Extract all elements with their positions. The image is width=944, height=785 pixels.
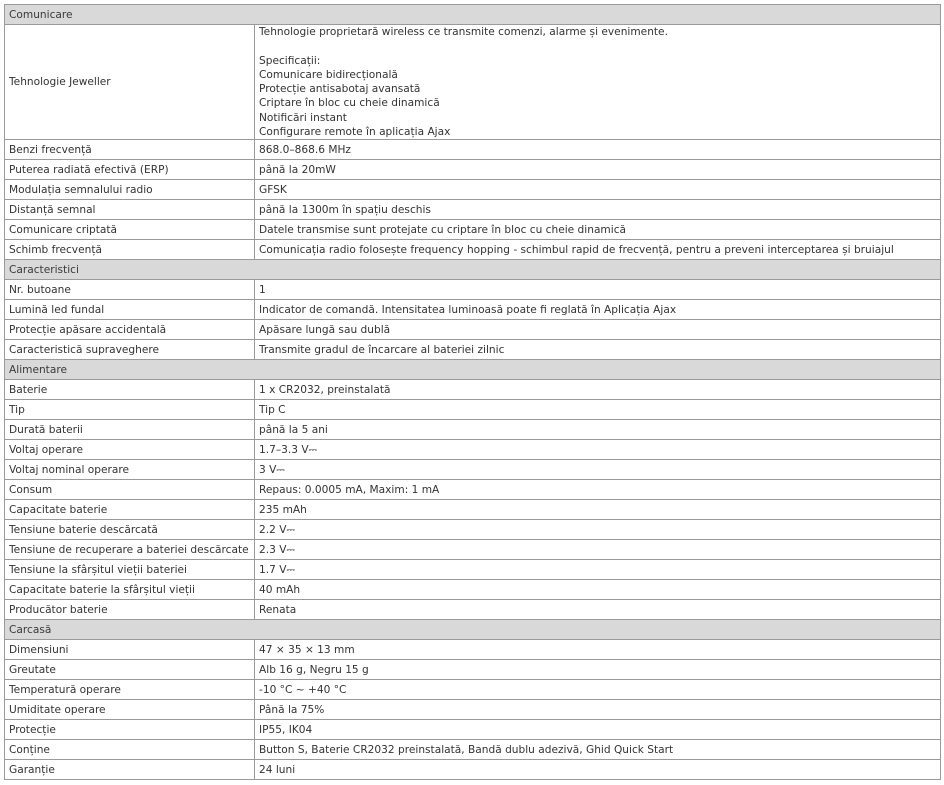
spec-value: 1 <box>255 280 941 300</box>
spec-label: Voltaj nominal operare <box>5 460 255 480</box>
spec-label: Tip <box>5 400 255 420</box>
spec-label: Consum <box>5 480 255 500</box>
section-header-row <box>5 360 941 380</box>
table-row <box>5 25 941 140</box>
spec-value: Button S, Baterie CR2032 preinstalată, Bandă dublu adezivă, Ghid Quick Start <box>255 740 941 760</box>
spec-value: Până la 75% <box>255 700 941 720</box>
table-row <box>5 700 941 720</box>
spec-label: Benzi frecvență <box>5 140 255 160</box>
section-title: Alimentare <box>5 360 941 380</box>
section-title: Carcasă <box>5 620 941 640</box>
table-row <box>5 340 941 360</box>
spec-label: Conține <box>5 740 255 760</box>
table-row <box>5 720 941 740</box>
spec-label: Producător baterie <box>5 600 255 620</box>
spec-label: Tehnologie Jeweller <box>5 25 255 140</box>
table-row <box>5 280 941 300</box>
spec-value: 235 mAh <box>255 500 941 520</box>
table-row <box>5 300 941 320</box>
spec-value <box>255 25 941 140</box>
spec-value: Comunicația radio folosește frequency hopping - schimbul rapid de frecvență, pentru a preveni interceptarea și bruiajul <box>255 240 941 260</box>
spec-value: IP55, IK04 <box>255 720 941 740</box>
spec-value: 1.7–3.3 V⎓ <box>255 440 941 460</box>
spec-label: Umiditate operare <box>5 700 255 720</box>
spec-label: Tensiune la sfârșitul vieții bateriei <box>5 560 255 580</box>
spec-value: până la 5 ani <box>255 420 941 440</box>
spec-value: Repaus: 0.0005 mA, Maxim: 1 mA <box>255 480 941 500</box>
table-row <box>5 160 941 180</box>
spec-label: Lumină led fundal <box>5 300 255 320</box>
table-row <box>5 600 941 620</box>
spec-label: Durată baterii <box>5 420 255 440</box>
spec-label: Tensiune baterie descărcată <box>5 520 255 540</box>
spec-value-line: Configurare remote în aplicația Ajax <box>259 126 451 139</box>
spec-value: Alb 16 g, Negru 15 g <box>255 660 941 680</box>
spec-value: Transmite gradul de încarcare al bateriei zilnic <box>255 340 941 360</box>
table-row <box>5 500 941 520</box>
spec-value-line: Notificări instant <box>259 111 347 124</box>
table-row <box>5 640 941 660</box>
spec-value: 1.7 V⎓ <box>255 560 941 580</box>
spec-label: Temperatură operare <box>5 680 255 700</box>
spec-value: 1 x CR2032, preinstalată <box>255 380 941 400</box>
table-row <box>5 540 941 560</box>
spec-value: Indicator de comandă. Intensitatea luminoasă poate fi reglată în Aplicația Ajax <box>255 300 941 320</box>
spec-value: până la 20mW <box>255 160 941 180</box>
table-row <box>5 460 941 480</box>
spec-table-container <box>4 4 940 780</box>
spec-value: 2.2 V⎓ <box>255 520 941 540</box>
table-row <box>5 180 941 200</box>
specifications-table-body <box>5 5 941 780</box>
table-row <box>5 440 941 460</box>
spec-value: Tip C <box>255 400 941 420</box>
spec-label: Greutate <box>5 660 255 680</box>
spec-label: Voltaj operare <box>5 440 255 460</box>
section-title: Comunicare <box>5 5 941 25</box>
spec-label: Protecție apăsare accidentală <box>5 320 255 340</box>
table-row <box>5 760 941 780</box>
spec-label: Capacitate baterie <box>5 500 255 520</box>
spec-label: Nr. butoane <box>5 280 255 300</box>
spec-label: Tensiune de recuperare a bateriei descărcate <box>5 540 255 560</box>
spec-value: până la 1300m în spațiu deschis <box>255 200 941 220</box>
table-row <box>5 480 941 500</box>
spec-value: Apăsare lungă sau dublă <box>255 320 941 340</box>
table-row <box>5 420 941 440</box>
spec-value: 2.3 V⎓ <box>255 540 941 560</box>
spec-value: GFSK <box>255 180 941 200</box>
section-title: Caracteristici <box>5 260 941 280</box>
spec-label: Protecție <box>5 720 255 740</box>
spec-label: Caracteristică supraveghere <box>5 340 255 360</box>
table-row <box>5 680 941 700</box>
table-row <box>5 320 941 340</box>
spec-value: -10 °C ~ +40 °C <box>255 680 941 700</box>
table-row <box>5 520 941 540</box>
spec-value-line: Tehnologie proprietară wireless ce transmite comenzi, alarme și evenimente. <box>259 26 668 38</box>
spec-value: Renata <box>255 600 941 620</box>
spec-label: Baterie <box>5 380 255 400</box>
spec-value-line <box>259 39 936 53</box>
table-row <box>5 400 941 420</box>
table-row <box>5 380 941 400</box>
spec-value: 40 mAh <box>255 580 941 600</box>
spec-value-line: Specificații: <box>259 54 321 67</box>
spec-label: Garanție <box>5 760 255 780</box>
spec-value: 868.0–868.6 MHz <box>255 140 941 160</box>
spec-value: Datele transmise sunt protejate cu criptare în bloc cu cheie dinamică <box>255 220 941 240</box>
section-header-row <box>5 260 941 280</box>
section-header-row <box>5 5 941 25</box>
spec-label: Schimb frecvență <box>5 240 255 260</box>
spec-label: Distanță semnal <box>5 200 255 220</box>
section-header-row <box>5 620 941 640</box>
spec-value-line: Criptare în bloc cu cheie dinamică <box>259 97 440 110</box>
table-row <box>5 560 941 580</box>
table-row <box>5 200 941 220</box>
table-row <box>5 660 941 680</box>
spec-label: Puterea radiată efectivă (ERP) <box>5 160 255 180</box>
table-row <box>5 580 941 600</box>
table-row <box>5 140 941 160</box>
spec-value: 3 V⎓ <box>255 460 941 480</box>
spec-label: Capacitate baterie la sfârșitul vieții <box>5 580 255 600</box>
spec-value-line: Comunicare bidirecțională <box>259 68 398 81</box>
table-row <box>5 740 941 760</box>
specifications-table <box>4 4 941 780</box>
spec-value: 24 luni <box>255 760 941 780</box>
spec-label: Dimensiuni <box>5 640 255 660</box>
spec-label: Modulația semnalului radio <box>5 180 255 200</box>
spec-value: 47 × 35 × 13 mm <box>255 640 941 660</box>
spec-value-line: Protecție antisabotaj avansată <box>259 83 421 96</box>
table-row <box>5 220 941 240</box>
table-row <box>5 240 941 260</box>
spec-label: Comunicare criptată <box>5 220 255 240</box>
